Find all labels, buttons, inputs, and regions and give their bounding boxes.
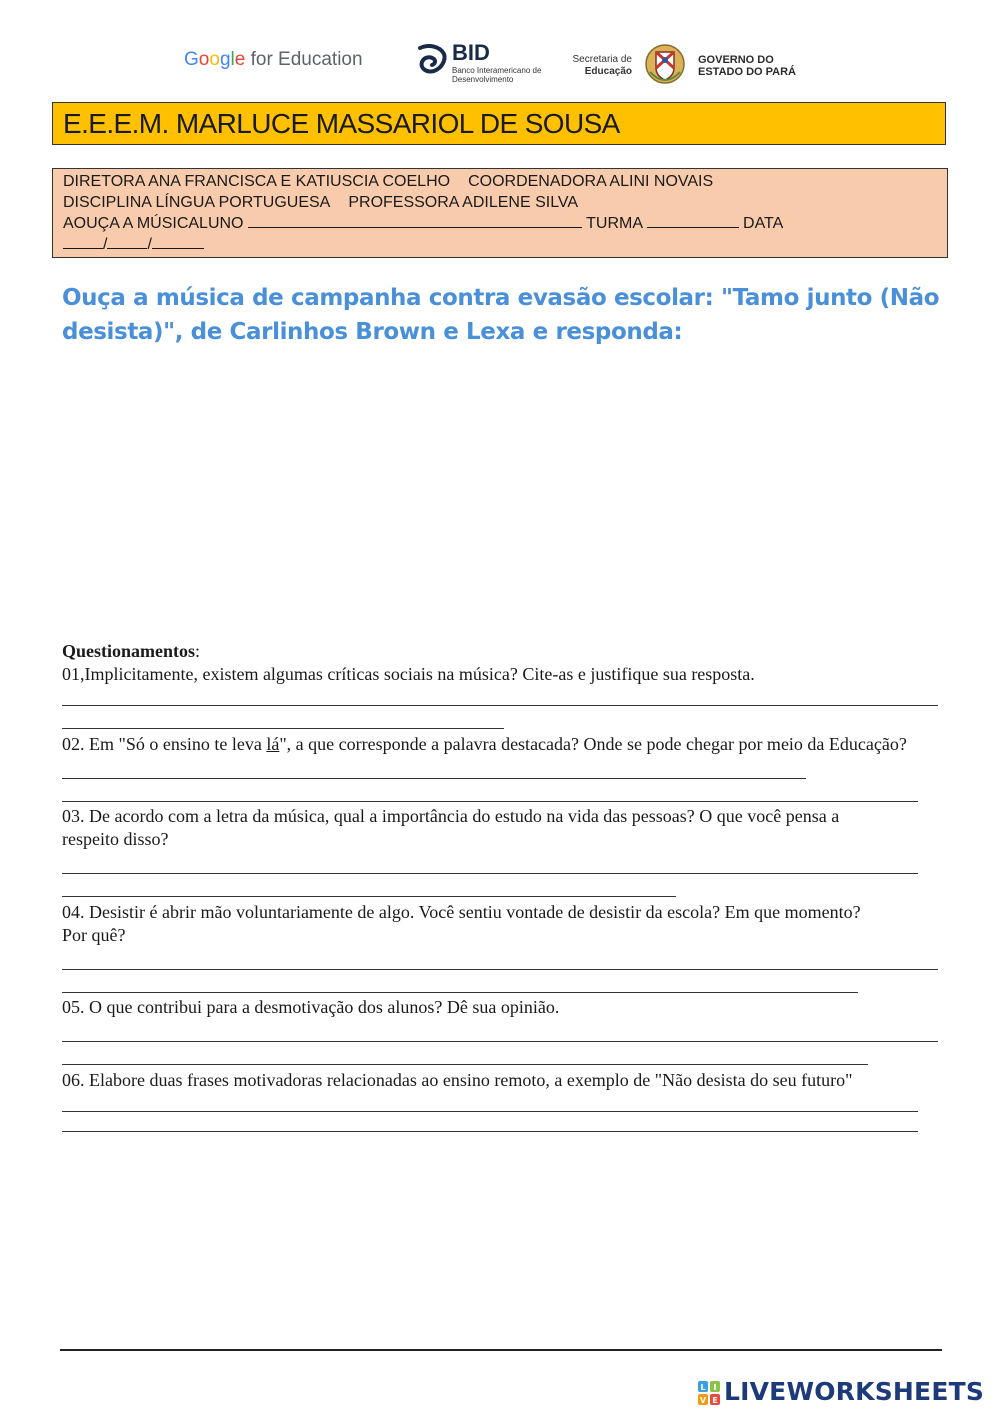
question-2-part-b: ", a que corresponde a palavra destacada? Onde se pode chegar por meio da Educação? xyxy=(279,734,907,754)
liveworksheets-icon xyxy=(698,1381,720,1405)
question-2-part-a: 02. Em "Só o ensino te leva xyxy=(62,734,267,754)
footer-divider xyxy=(60,1349,942,1351)
answer-line[interactable] xyxy=(62,728,504,729)
coordenadora-text: COORDENADORA ALINI NOVAIS xyxy=(468,173,714,190)
aluno-label: AOUÇA A MÚSICALUNO xyxy=(63,215,244,232)
google-letter: G xyxy=(184,49,199,70)
answer-line[interactable] xyxy=(62,873,918,874)
answer-line[interactable] xyxy=(62,1131,918,1132)
date-slash: / xyxy=(147,236,152,253)
professora-text: PROFESSORA ADILENE SILVA xyxy=(348,194,579,211)
answer-line[interactable] xyxy=(62,896,676,897)
answer-line[interactable] xyxy=(62,1041,938,1042)
gov-line2: ESTADO DO PARÁ xyxy=(698,66,796,78)
questions-heading: Questionamentos xyxy=(62,641,196,661)
answer-line[interactable] xyxy=(62,1111,918,1112)
google-letter: e xyxy=(234,49,246,70)
date-day-blank[interactable] xyxy=(63,234,103,249)
info-line-student xyxy=(63,213,937,234)
answer-line[interactable] xyxy=(62,969,938,970)
answer-line[interactable] xyxy=(62,801,918,802)
icon-letter: L xyxy=(700,1383,706,1392)
school-name: E.E.E.M. MARLUCE MASSARIOL DE SOUSA xyxy=(63,108,620,139)
questions-heading-colon: : xyxy=(195,641,201,661)
headline: Ouça a música de campanha contra evasão escolar: "Tamo junto (Não desista)", de Carlinhos Brown e Lexa e responda: xyxy=(62,285,940,345)
question-3: 03. De acordo com a letra da música, qual a importância do estudo na vida das pessoas? O que você pensa a respeito disso? xyxy=(62,806,840,849)
question-5: 05. O que contribui para a desmotivação dos alunos? Dê sua opinião. xyxy=(62,997,560,1017)
questions-section xyxy=(62,640,942,1132)
google-letter: l xyxy=(230,49,235,70)
question-6: 06. Elabore duas frases motivadoras relacionadas ao ensino remoto, a exemplo de "Não desista do seu futuro" xyxy=(62,1070,853,1090)
icon-letter: I xyxy=(713,1383,717,1392)
icon-letter: V xyxy=(699,1396,707,1405)
turma-label: TURMA xyxy=(586,215,643,232)
info-box xyxy=(52,168,948,258)
secretaria-educacao-logo xyxy=(554,54,632,78)
seduc-line1: Secretaria de xyxy=(572,54,632,65)
turma-blank[interactable] xyxy=(647,213,739,228)
question-2 xyxy=(62,733,942,756)
answer-line[interactable] xyxy=(62,705,938,706)
google-letter: o xyxy=(209,49,220,70)
google-letter: o xyxy=(198,49,210,70)
answer-line[interactable] xyxy=(62,992,858,993)
bid-name: BID xyxy=(452,40,490,65)
google-for-education-logo xyxy=(184,49,363,71)
info-line-staff xyxy=(63,171,937,192)
data-label: DATA xyxy=(743,215,784,232)
date-year-blank[interactable] xyxy=(152,234,204,249)
gov-line1: GOVERNO DO xyxy=(698,54,774,66)
liveworksheets-brand: LIVEWORKSHEETS xyxy=(724,1377,985,1406)
highlighted-word: lá xyxy=(266,734,280,754)
date-month-blank[interactable] xyxy=(107,234,147,249)
diretora-text: DIRETORA ANA FRANCISCA E KATIUSCIA COELHO xyxy=(63,173,451,190)
info-line-date xyxy=(63,234,937,255)
header-logos xyxy=(180,40,840,90)
info-line-subject xyxy=(63,192,937,213)
google-suffix: for Education xyxy=(250,49,363,70)
icon-letter: E xyxy=(712,1396,718,1405)
answer-line[interactable] xyxy=(62,1064,868,1065)
date-slash: / xyxy=(103,236,108,253)
disciplina-text: DISCIPLINA LÍNGUA PORTUGUESA xyxy=(63,194,331,211)
governo-para-logo xyxy=(698,54,796,78)
question-4: 04. Desistir é abrir mão voluntariamente de algo. Você sentiu vontade de desistir da escola? Em que momento? Por quê? xyxy=(62,902,861,945)
para-coat-of-arms-icon xyxy=(644,42,686,86)
question-1: 01,Implicitamente, existem algumas críticas sociais na música? Cite-as e justifique sua resposta. xyxy=(62,664,755,684)
bid-subtitle: Banco Interamericano de Desenvolvimento xyxy=(452,66,542,84)
school-name-bar xyxy=(52,102,946,145)
google-letter: g xyxy=(219,49,231,70)
answer-line[interactable] xyxy=(62,778,806,779)
aluno-blank[interactable] xyxy=(248,213,582,228)
bid-emblem-icon xyxy=(416,44,448,74)
seduc-line2: Educação xyxy=(584,66,632,77)
questions-heading-row xyxy=(62,640,942,663)
